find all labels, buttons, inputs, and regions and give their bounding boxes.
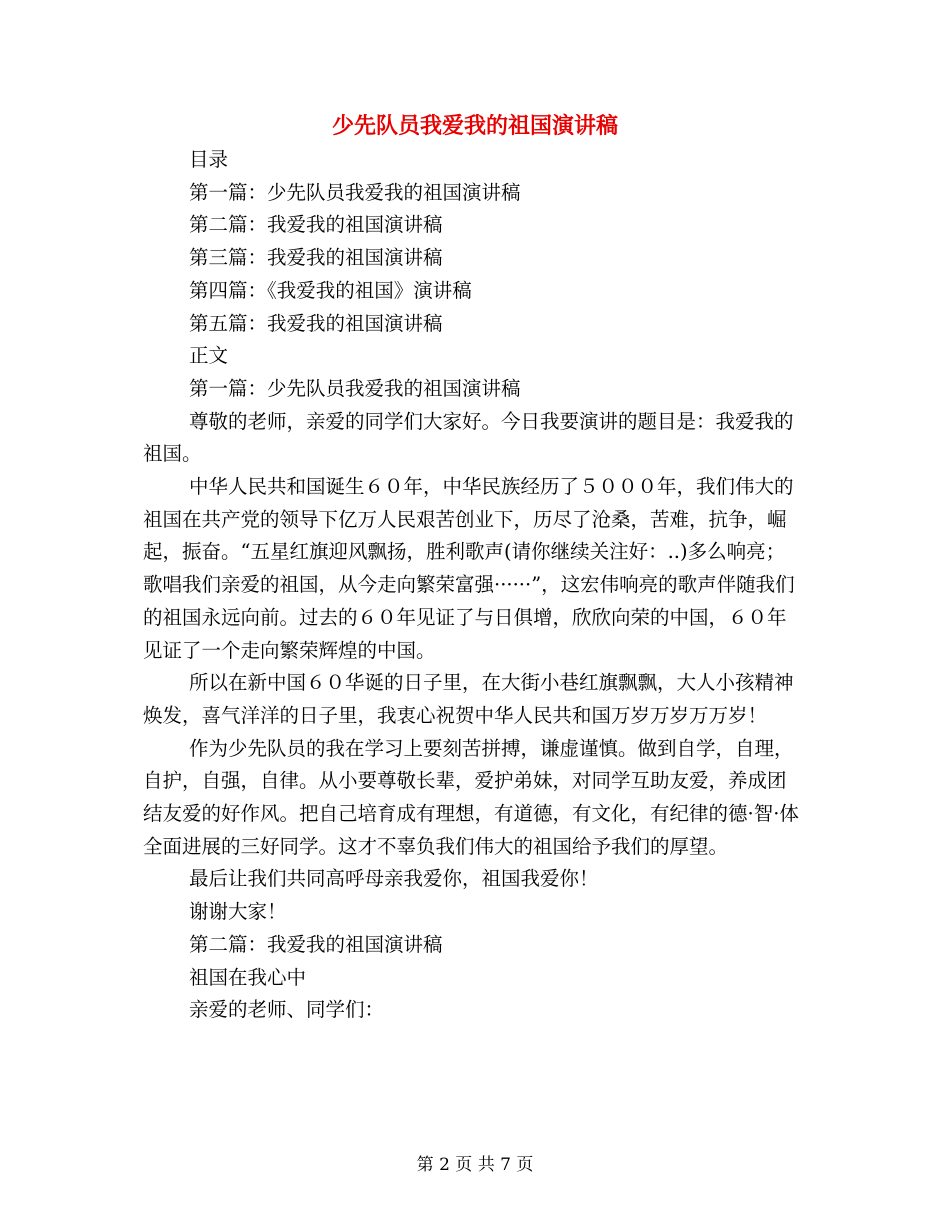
subtitle-line: 祖国在我心中 <box>189 965 307 989</box>
document-title: 少先队员我爱我的祖国演讲稿 <box>331 113 618 139</box>
salutation-line: 亲爱的老师、同学们： <box>189 998 385 1022</box>
paragraph: 尊敬的老师，亲爱的同学们大家好。今日我要演讲的题目是：我爱我的祖国。 <box>143 409 794 466</box>
toc-item: 第四篇：《我爱我的祖国》演讲稿 <box>189 278 472 302</box>
page-number: 第 2 页 共 7 页 <box>416 1155 534 1175</box>
toc-item: 第三篇：我爱我的祖国演讲稿 <box>189 246 443 270</box>
paragraph: 中华人民共和国诞生６０年，中华民族经历了５０００年，我们伟大的祖国在共产党的领导下亿万人民艰苦创业下，历尽了沧桑，苦难，抗争，崛起，振奋。“五星红旗迎风飘扬，胜利歌声(请你继续关注好：..)多么响亮；歌唱我们亲爱的祖国，从今走向繁荣富强······”，这宏伟响亮的歌声伴随我们的祖国永远向前。过去的６０年见证了与日俱增，欣欣向荣的中国，６０年见证了一个走向繁荣辉煌的中国。 <box>143 475 795 662</box>
toc-item: 第二篇：我爱我的祖国演讲稿 <box>189 213 443 237</box>
paragraph: 作为少先队员的我在学习上要刻苦拼搏，谦虚谨慎。做到自学，自理，自护，自强，自律。从小要尊敬长辈，爱护弟妹，对同学互助友爱，养成团结友爱的好作风。把自己培育成有理想，有道德，有文化，有纪律的德·智·体全面进展的三好同学。这才不辜负我们伟大的祖国给予我们的厚望。 <box>143 736 799 858</box>
document-body <box>143 144 803 1027</box>
toc-item: 第一篇：少先队员我爱我的祖国演讲稿 <box>189 180 521 204</box>
paragraph: 最后让我们共同高呼母亲我爱你，祖国我爱你！ <box>189 867 599 891</box>
toc-item: 第五篇：我爱我的祖国演讲稿 <box>189 311 443 335</box>
toc-heading: 目录 <box>189 148 229 171</box>
section-heading: 第二篇：我爱我的祖国演讲稿 <box>189 932 443 956</box>
section-heading: 第一篇：少先队员我爱我的祖国演讲稿 <box>189 376 521 400</box>
paragraph: 所以在新中国６０华诞的日子里，在大街小巷红旗飘飘，大人小孩精神焕发，喜气洋洋的日子里，我衷心祝贺中华人民共和国万岁万岁万万岁！ <box>143 671 794 727</box>
body-heading: 正文 <box>189 344 229 368</box>
paragraph: 谢谢大家！ <box>189 900 287 924</box>
